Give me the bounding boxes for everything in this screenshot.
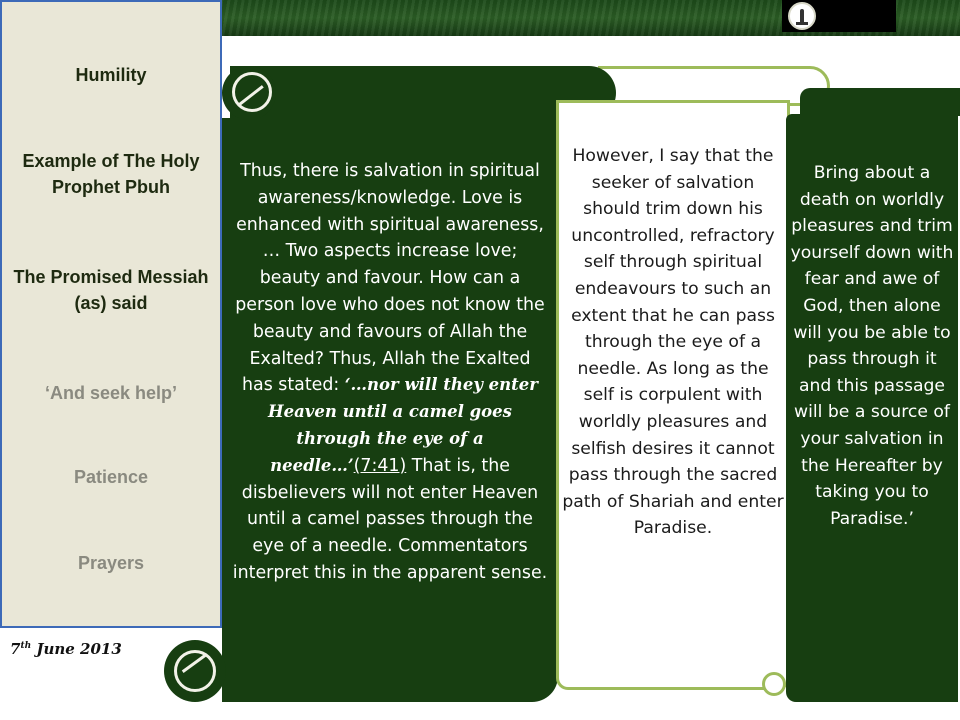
left-column-text <box>232 158 548 587</box>
quote-column-left <box>222 118 558 702</box>
date-day: 7 <box>10 640 21 658</box>
sidebar-item-example-of-prophet[interactable]: Example of The Holy Prophet Pbuh <box>22 151 200 197</box>
sidebar-item-seek-help[interactable]: ‘And seek help’ <box>44 383 178 403</box>
quran-quote: ‘…nor will they enter Heaven until a camel goes through the eye of a needle…’ <box>268 375 538 475</box>
mosque-minaret-icon <box>788 2 816 30</box>
scroll-top-band-right <box>800 88 960 116</box>
sidebar-item-patience[interactable]: Patience <box>73 467 149 487</box>
middle-column-text: However, I say that the seeker of salvation should trim down his uncontrolled, refractory self through spiritual endeavours to such an extent that he can pass through the eye of a needle. As long as the self is corpulent with worldly pleasures and selfish desires it cannot pass through the sacred path of Shariah and enter Paradise. <box>562 146 784 539</box>
scroll-curl-bottom-inner <box>174 650 216 692</box>
sidebar-item-humility[interactable]: Humility <box>75 65 147 85</box>
sidebar <box>0 0 222 628</box>
right-column-text: Bring about a death on worldly pleasures and trim yourself down with fear and awe of God, then alone will you be able to pass through it and this passage will be a source of your salvation in the Hereafter by taking you to Paradise.’ <box>790 163 954 529</box>
quote-column-right <box>786 114 958 702</box>
quote-column-middle <box>556 100 790 690</box>
date-label <box>10 640 170 658</box>
verse-reference: (7:41) <box>353 455 407 476</box>
left-text-after: That is, the disbelievers will not enter Heaven until a camel passes through the eye of a needle. Commentators interpret this in the apparent sense. <box>232 455 548 583</box>
date-month-year: June 2013 <box>31 640 122 658</box>
date-suffix: th <box>20 641 32 651</box>
left-text-before: Thus, there is salvation in spiritual awareness/knowledge. Love is enhanced with spiritual awareness, … Two aspects increase love; beauty and favour. How can a person love who does not know the beauty and favours of Allah the Exalted? Thus, Allah the Exalted has stated: <box>235 161 545 396</box>
sidebar-item-promised-messiah[interactable]: The Promised Messiah (as) said <box>13 267 209 313</box>
logo-box <box>782 0 896 32</box>
sidebar-item-prayers[interactable]: Prayers <box>77 553 145 573</box>
scroll-curl-ring <box>762 672 786 696</box>
